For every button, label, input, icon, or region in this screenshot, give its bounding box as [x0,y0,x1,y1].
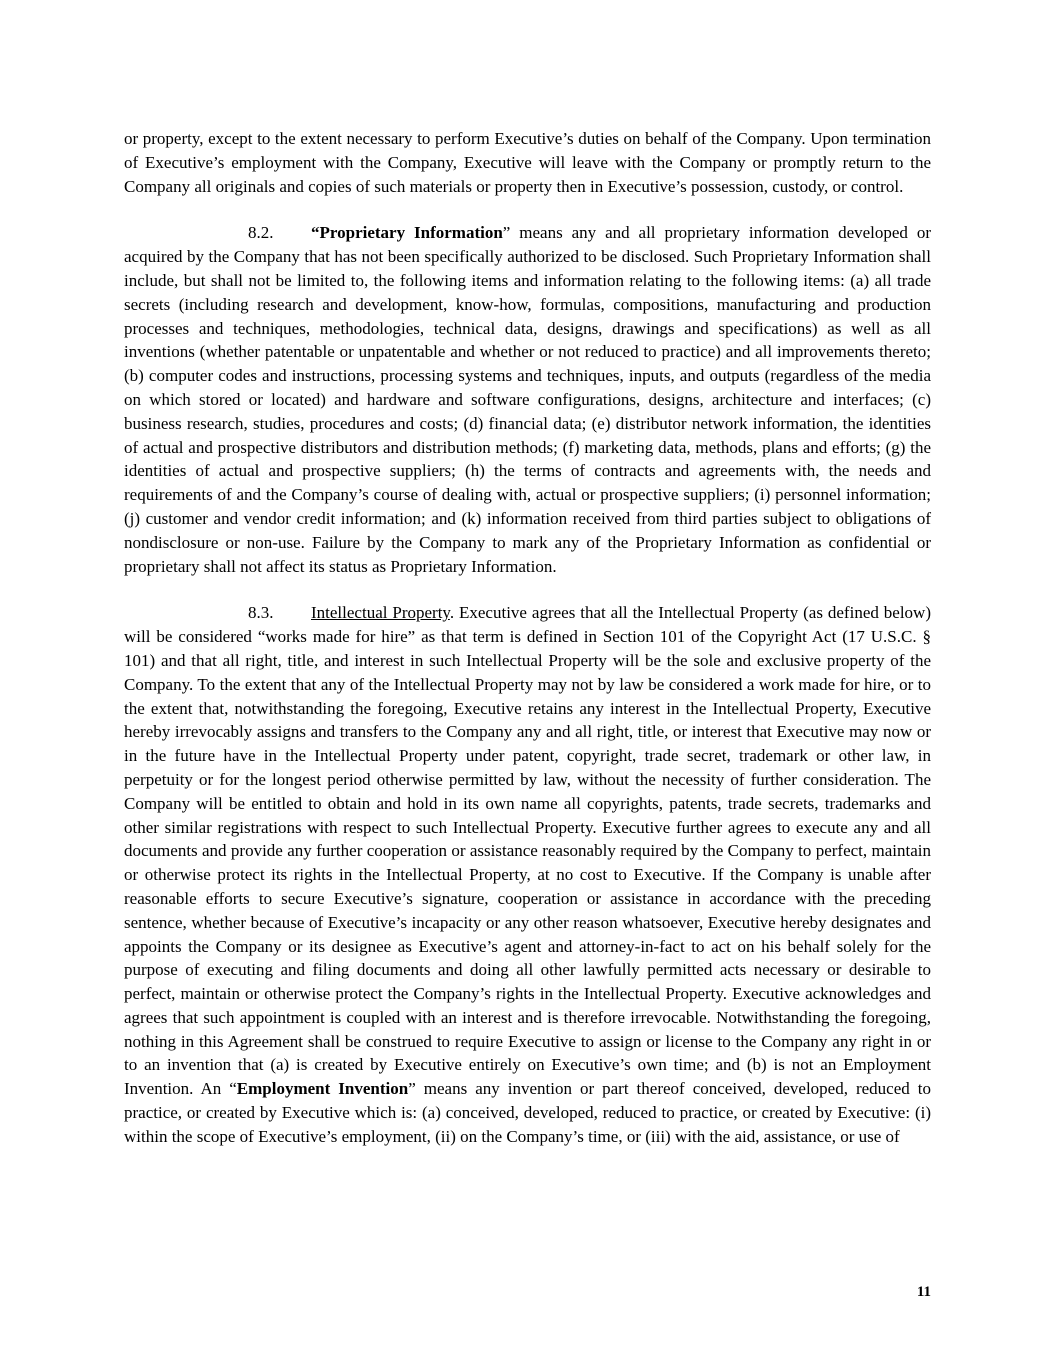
document-page [124,127,931,1172]
section-8-3-body: . Executive agrees that all the Intellectual Property (as defined below) will be considered “works made for hire” as that term is defined in Section 101 of the Copyright Act (17 U.S.C. § 101) and that all right, title, and interest in such Intellectual Property will be the sole and exclusive property of the Company. To the extent that any of the Intellectual Property may not by law be considered a work made for hire, or to the extent that, notwithstanding the foregoing, Executive retains any interest in the Intellectual Property, Executive hereby irrevocably assigns and transfers to the Company any and all right, title, or interest that Executive may now or in the future have in the Intellectual Property under patent, copyright, trade secret, trademark or other law, in perpetuity or for the longest period otherwise permitted by law, without the necessity of further consideration. The Company will be entitled to obtain and hold in its own name all copyrights, patents, trade secrets, trademarks and other similar registrations with respect to such Intellectual Property. Executive further agrees to execute any and all documents and provide any further cooperation or assistance reasonably required by the Company to perfect, maintain or otherwise protect its rights in the Intellectual Property, at no cost to Executive. If the Company is unable after reasonable efforts to secure Executive’s signature, cooperation or assistance in accordance with the preceding sentence, whether because of Executive’s incapacity or any other reason whatsoever, Executive hereby designates and appoints the Company or its designee as Executive’s agent and attorney-in-fact to act on his behalf solely for the purpose of executing and filing documents and doing all other lawfully permitted acts necessary or desirable to perfect, maintain or otherwise protect the Company’s rights in the Intellectual Property. Executive acknowledges and agrees that such appointment is coupled with an interest and is therefore irrevocable. Notwithstanding the foregoing, nothing in this Agreement shall be construed to require Executive to assign or license to the Company any right in or to an invention that (a) is created by Executive entirely on Executive’s own time; and (b) is not an Employment Invention. An “ [124,603,931,1099]
section-8-2-paragraph [124,221,931,578]
continuation-paragraph: or property, except to the extent necessary to perform Executive’s duties on behalf of the Company. Upon termination of Executive’s employment with the Company, Executive will leave with the Company or promptly return to the Company all originals and copies of such materials or property then in Executive’s possession, custody, or control. [124,129,931,196]
section-8-3-body-continued: ” means any invention or part thereof conceived, developed, reduced to practice, or created by Executive which is: (a) conceived, developed, reduced to practice, or created by Executive: (i) within the scope of Executive’s employment, (ii) on the Company’s time, or (iii) with the aid, assistance, or use of [124,1079,931,1146]
proprietary-information-term: “Proprietary Information [311,223,503,243]
page-number: 11 [916,1284,931,1300]
section-8-2-number: 8.2. [248,223,274,243]
section-8-2-body: ” means any and all proprietary information developed or acquired by the Company that has not been specifically authorized to be disclosed. Such Proprietary Information shall include, but shall not be limited to, the following items and information relating to the following items: (a) all trade secrets (including research and development, know-how, formulas, compositions, manufacturing and production processes and techniques, methodologies, technical data, designs, drawings and specifications) as well as all inventions (whether patentable or unpatentable and whether or not reduced to practice) and all improvements thereto; (b) computer codes and instructions, processing systems and techniques, inputs, and outputs (regardless of the media on which stored or located) and hardware and software configurations, designs, architecture and interfaces; (c) business research, studies, procedures and costs; (d) financial data; (e) distributor network information, the identities of actual and prospective distributors and distribution methods; (f) marketing data, methods, plans and efforts; (g) the identities of actual and prospective suppliers; (h) the terms of contracts and agreements with, the needs and requirements of and the Company’s course of dealing with, actual or prospective suppliers; (i) personnel information; (j) customer and vendor credit information; and (k) information received from third parties subject to obligations of nondisclosure or non-use. Failure by the Company to mark any of the Proprietary Information as confidential or proprietary shall not affect its status as Proprietary Information. [124,223,932,576]
section-8-3-number: 8.3. [248,603,274,623]
section-8-3-heading: Intellectual Property [311,603,450,623]
employment-invention-term: Employment Invention [236,1079,409,1099]
section-8-3-paragraph [124,601,931,1148]
